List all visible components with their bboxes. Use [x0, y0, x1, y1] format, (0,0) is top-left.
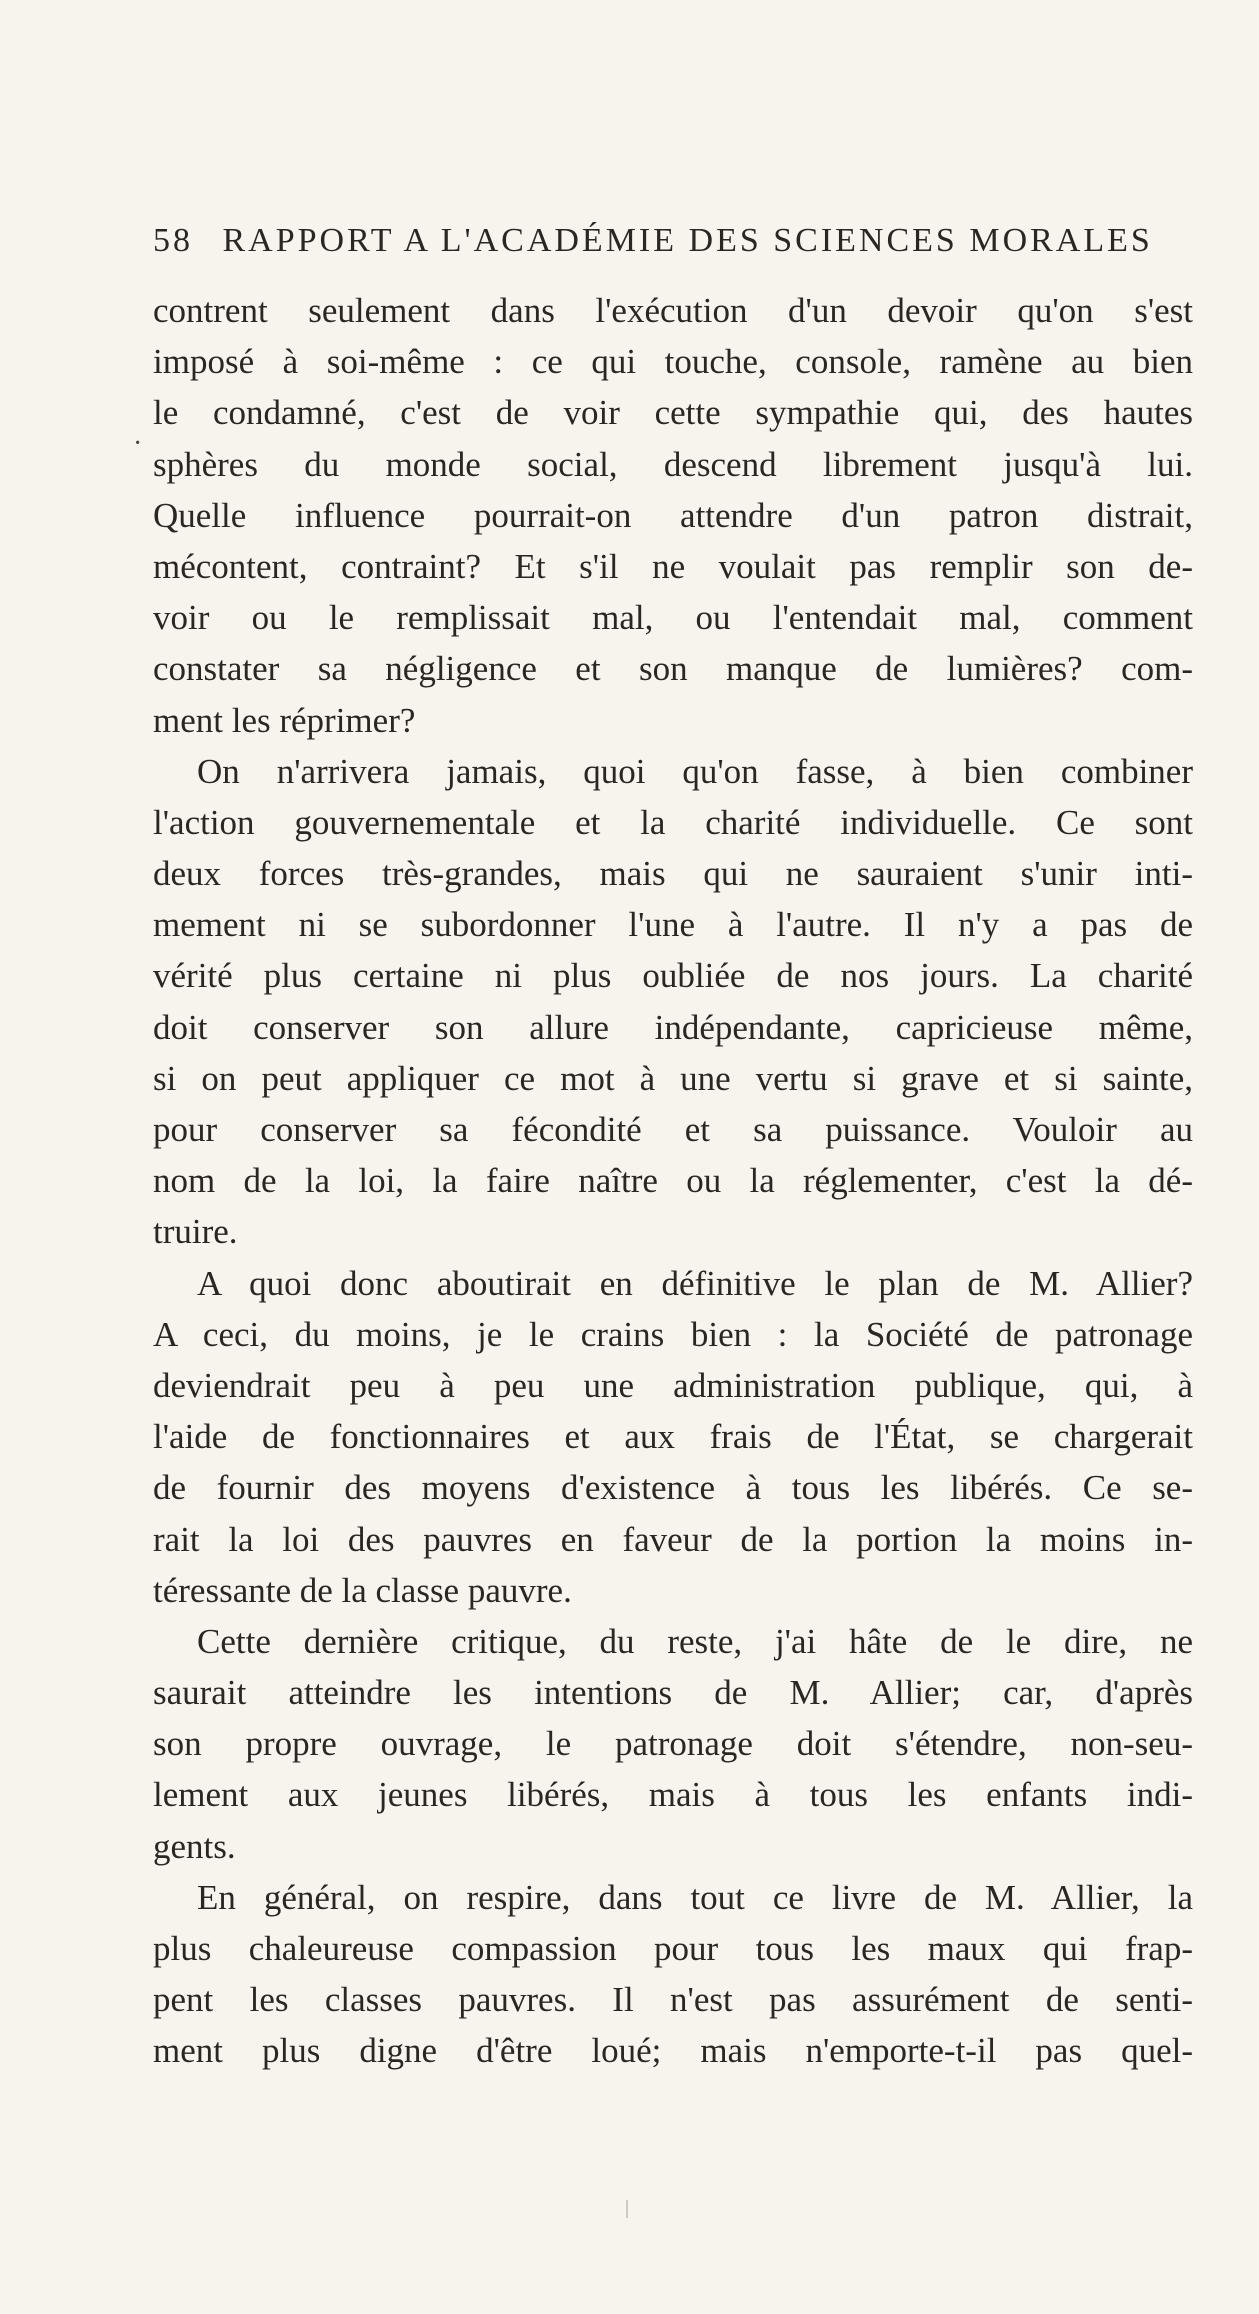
- running-title: RAPPORT A L'ACADÉMIE DES SCIENCES MORALES: [222, 222, 1153, 259]
- text-line: mécontent, contraint? Et s'il ne voulait pas remplir son de-: [153, 546, 1193, 586]
- paragraph-start-line: Cette dernière critique, du reste, j'ai hâte de le dire, ne: [197, 1621, 1193, 1661]
- text-line: pent les classes pauvres. Il n'est pas assurément de senti-: [153, 1980, 1193, 2020]
- paper-speck: [626, 2200, 628, 2218]
- paragraph-start-line: En général, on respire, dans tout ce livre de M. Allier, la: [197, 1877, 1193, 1917]
- paragraph-start-line: A quoi donc aboutirait en définitive le plan de M. Allier?: [197, 1263, 1193, 1303]
- text-line: deviendrait peu à peu une administration publique, qui, à: [153, 1365, 1193, 1405]
- text-line: lement aux jeunes libérés, mais à tous les enfants indi-: [153, 1775, 1193, 1815]
- text-line: ment plus digne d'être loué; mais n'emporte-t-il pas quel-: [153, 2031, 1193, 2071]
- text-line: deux forces très-grandes, mais qui ne sauraient s'unir inti-: [153, 854, 1193, 894]
- text-line: de fournir des moyens d'existence à tous les libérés. Ce se-: [153, 1468, 1193, 1508]
- text-line: imposé à soi-même : ce qui touche, console, ramène au bien: [153, 342, 1193, 382]
- text-line: l'action gouvernementale et la charité individuelle. Ce sont: [153, 802, 1193, 842]
- text-line: pour conserver sa fécondité et sa puissance. Vouloir au: [153, 1110, 1193, 1149]
- text-line: Quelle influence pourrait-on attendre d'un patron distrait,: [153, 495, 1193, 535]
- margin-mark: ·: [133, 428, 143, 459]
- text-line: téressante de la classe pauvre.: [153, 1570, 572, 1610]
- text-line: constater sa négligence et son manque de lumières? com-: [153, 649, 1193, 689]
- text-line: truire.: [153, 1212, 238, 1252]
- text-line: rait la loi des pauvres en faveur de la portion la moins in-: [153, 1519, 1193, 1559]
- text-line: mement ni se subordonner l'une à l'autre. Il n'y a pas de: [153, 905, 1193, 945]
- text-line: saurait atteindre les intentions de M. Allier; car, d'après: [153, 1673, 1193, 1713]
- text-line: gents.: [153, 1826, 236, 1866]
- text-line: vérité plus certaine ni plus oubliée de nos jours. La charité: [153, 956, 1193, 996]
- text-line: ment les réprimer?: [153, 700, 416, 740]
- running-header: [153, 222, 1183, 272]
- body-text: [153, 285, 1193, 2077]
- paragraph-start-line: On n'arrivera jamais, quoi qu'on fasse, à bien combiner: [197, 751, 1193, 791]
- text-line: voir ou le remplissait mal, ou l'entendait mal, comment: [153, 598, 1193, 638]
- text-line: contrent seulement dans l'exécution d'un devoir qu'on s'est: [153, 291, 1193, 330]
- text-line: A ceci, du moins, je le crains bien : la Société de patronage: [153, 1314, 1193, 1354]
- page-number: 58: [153, 222, 193, 259]
- text-line: le condamné, c'est de voir cette sympathie qui, des hautes: [153, 393, 1193, 433]
- text-line: doit conserver son allure indépendante, capricieuse même,: [153, 1007, 1193, 1047]
- text-line: si on peut appliquer ce mot à une vertu si grave et si sainte,: [153, 1058, 1193, 1098]
- text-line: l'aide de fonctionnaires et aux frais de l'État, se chargerait: [153, 1417, 1193, 1457]
- text-line: nom de la loi, la faire naître ou la réglementer, c'est la dé-: [153, 1161, 1193, 1201]
- text-line: plus chaleureuse compassion pour tous les maux qui frap-: [153, 1929, 1193, 1968]
- text-line: son propre ouvrage, le patronage doit s'étendre, non-seu-: [153, 1724, 1193, 1764]
- text-line: sphères du monde social, descend librement jusqu'à lui.: [153, 444, 1193, 484]
